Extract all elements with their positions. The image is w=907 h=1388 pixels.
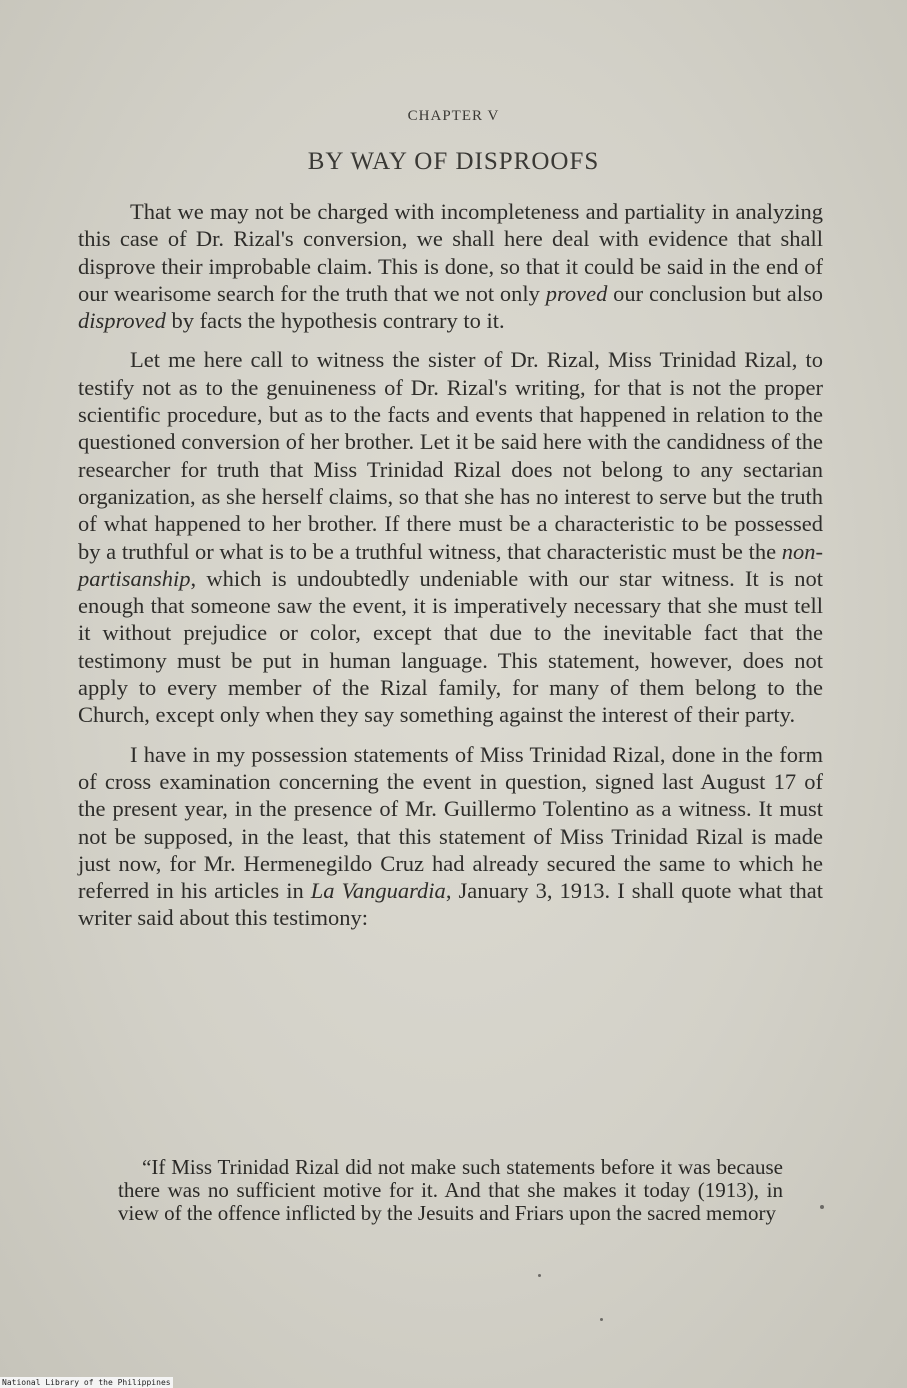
emphasis-disproved: disproved (78, 308, 166, 334)
quote-text: “If Miss Trinidad Rizal did not make such statements before it was because there was no sufficient motive for it. And that she makes it today (1913), in view of the offence inflicted by the Jesuits and Friars upon the sacred memory (118, 1155, 783, 1225)
paper-speck (538, 1274, 541, 1277)
paragraph-2: Let me here call to witness the sister of Dr. Rizal, Miss Trinidad Rizal, to testify not as to the genuineness of Dr. Rizal's writing, for that is not the proper scientific procedure, but as to the facts and events that happened in relation to the questioned conversion of her brother. Let it be said here with the candidness of the researcher for truth that Miss Trinidad Rizal does not belong to any sectarian organization, as she herself claims, so that she has no interest to serve but the truth of what happened to her brother. If there must be a characteristic to be possessed by a truthful or what is to be a truthful witness, that characteristic must be the non-partisanship, which is undoubtedly undeniable with our star witness. It is not enough that someone saw the event, it is imperatively necessary that she must tell it without prejudice or color, except that due to the inevitable fact that the testimony must be put in human language. This statement, however, does not apply to every member of the Rizal family, for many of them belong to the Church, except only when they say something against the interest of their party. (78, 347, 823, 728)
paragraph-1: That we may not be charged with incompleteness and partiality in analyzing this case of Dr. Rizal's conversion, we shall here deal with evidence that shall disprove their improbable claim. This is done, so that it could be said in the end of our wearisome search for the truth that we not only proved our conclusion but also disproved by facts the hypothesis contrary to it. (78, 199, 823, 334)
paper-speck (600, 1318, 603, 1321)
block-quote (118, 1156, 783, 1225)
paper-speck (820, 1205, 824, 1209)
emphasis-non-partisanship: non-partisanship (78, 538, 823, 591)
library-watermark: National Library of the Philippines (2, 1378, 171, 1387)
emphasis-la-vanguardia: La Vanguardia (310, 878, 446, 904)
paragraph-3: I have in my possession statements of Miss Trinidad Rizal, done in the form of cross examination concerning the event in question, signed last August 17 of the present year, in the presence of Mr. Guillermo Tolentino as a witness. It must not be supposed, in the least, that this statement of Miss Trinidad Rizal is made just now, for Mr. Hermenegildo Cruz had already secured the same to which he referred in his articles in La Vanguardia, January 3, 1913. I shall quote what that writer said about this testimony: (78, 741, 823, 931)
body-text (78, 198, 823, 944)
emphasis-proved: proved (545, 280, 608, 306)
chapter-heading: CHAPTER V (407, 108, 500, 124)
chapter-title: BY WAY OF DISPROOFS (307, 148, 600, 175)
